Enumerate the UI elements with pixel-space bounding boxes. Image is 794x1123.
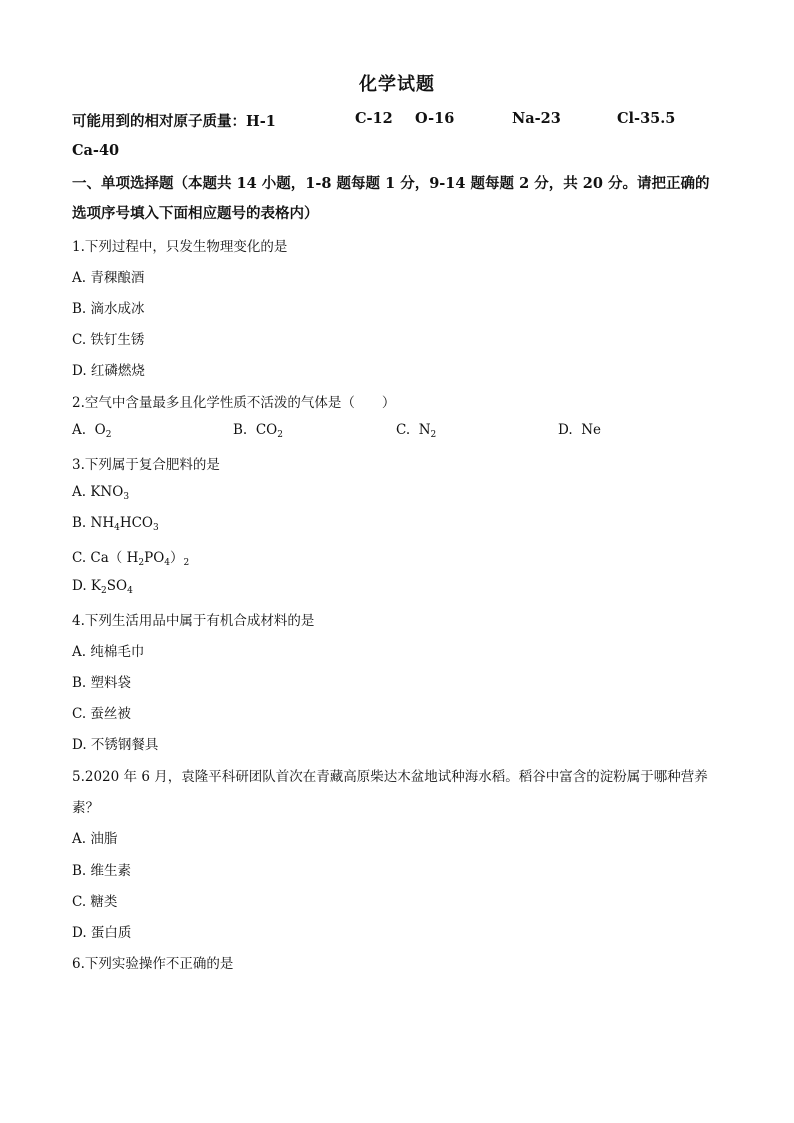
q2-option-d bbox=[558, 422, 601, 438]
q4-option-c: C. 蚕丝被 bbox=[72, 706, 131, 722]
q5-stem-line1: 5.2020 年 6 月，袁隆平科研团队首次在青藏高原柴达木盆地试种海水稻。稻谷中富含的淀粉属于哪种营养 bbox=[72, 769, 708, 785]
q3-d-sub2: 4 bbox=[127, 586, 133, 596]
q1-option-d: D. 红磷燃烧 bbox=[72, 363, 145, 379]
atomic-mass-label bbox=[72, 110, 276, 131]
q2-a-prefix: A. bbox=[72, 422, 87, 438]
q2-a-sub: 2 bbox=[105, 430, 112, 440]
mass-h: H-1 bbox=[246, 113, 276, 130]
atomic-mass-prefix: 可能用到的相对原子质量： bbox=[72, 113, 246, 130]
q3-d-text: D. K bbox=[72, 578, 102, 594]
q3-option-a bbox=[72, 484, 129, 500]
q3-option-b bbox=[72, 515, 159, 531]
q3-option-c bbox=[72, 546, 189, 566]
q3-c-sub3: 2 bbox=[183, 558, 190, 568]
q2-stem: 2.空气中含量最多且化学性质不活泼的气体是（ ） bbox=[72, 395, 396, 411]
q4-stem: 4.下列生活用品中属于有机合成材料的是 bbox=[72, 613, 315, 629]
q2-d-formula: Ne bbox=[581, 422, 602, 438]
mass-o: O-16 bbox=[415, 110, 455, 127]
mass-ca: Ca-40 bbox=[72, 142, 120, 159]
q5-option-c: C. 糖类 bbox=[72, 894, 118, 910]
page-title: 化学试题 bbox=[359, 74, 435, 95]
q3-d-mid: SO bbox=[106, 578, 128, 594]
mass-cl: Cl-35.5 bbox=[617, 110, 676, 127]
q2-c-prefix: C. bbox=[396, 422, 411, 438]
q3-option-d bbox=[72, 578, 133, 594]
q2-d-prefix: D. bbox=[558, 422, 573, 438]
section-heading-line2: 选项序号填入下面相应题号的表格内） bbox=[72, 205, 319, 222]
q3-c-sub2: 4 bbox=[164, 558, 170, 568]
q2-option-a bbox=[72, 422, 111, 438]
q5-option-a: A. 油脂 bbox=[72, 831, 118, 847]
mass-c: C-12 bbox=[355, 110, 393, 127]
q3-a-text: A. KNO bbox=[72, 484, 124, 500]
q2-option-b bbox=[233, 422, 283, 438]
q1-option-a: A. 青稞酿酒 bbox=[72, 270, 145, 286]
q2-b-formula: CO bbox=[255, 422, 278, 438]
q5-option-b: B. 维生素 bbox=[72, 863, 132, 879]
q2-b-sub: 2 bbox=[277, 430, 283, 440]
q3-c-sub1: 2 bbox=[138, 558, 145, 568]
q5-option-d: D. 蛋白质 bbox=[72, 925, 132, 941]
q3-c-close: ） bbox=[170, 550, 184, 566]
q3-stem: 3.下列属于复合肥料的是 bbox=[72, 457, 220, 473]
q1-stem: 1.下列过程中，只发生物理变化的是 bbox=[72, 239, 288, 255]
q2-b-prefix: B. bbox=[233, 422, 248, 438]
q4-option-a: A. 纯棉毛巾 bbox=[72, 644, 145, 660]
q3-c-text: C. Ca（ H bbox=[72, 550, 139, 566]
q3-c-mid: PO bbox=[144, 550, 165, 566]
q1-option-c: C. 铁钉生锈 bbox=[72, 332, 145, 348]
q4-option-b: B. 塑料袋 bbox=[72, 675, 132, 691]
q3-b-sub1: 4 bbox=[114, 523, 120, 533]
q3-b-text: B. NH bbox=[72, 515, 115, 531]
q6-stem: 6.下列实验操作不正确的是 bbox=[72, 956, 234, 972]
q2-c-sub: 2 bbox=[430, 430, 437, 440]
q4-option-d: D. 不锈钢餐具 bbox=[72, 737, 159, 753]
section-heading-line1: 一、单项选择题（本题共 14 小题，1-8 题每题 1 分，9-14 题每题 2 分，共 20 分。请把正确的 bbox=[72, 175, 710, 192]
q3-b-sub2: 3 bbox=[153, 523, 159, 533]
q5-stem-line2: 素？ bbox=[72, 800, 99, 816]
q1-option-b: B. 滴水成冰 bbox=[72, 301, 145, 317]
q3-d-sub1: 2 bbox=[101, 586, 107, 596]
q2-option-c bbox=[396, 422, 436, 438]
q3-a-sub: 3 bbox=[123, 492, 130, 502]
q3-b-mid: HCO bbox=[119, 515, 153, 531]
mass-na: Na-23 bbox=[512, 110, 561, 127]
q2-a-formula: O bbox=[94, 422, 106, 438]
q2-c-formula: N bbox=[418, 422, 431, 438]
